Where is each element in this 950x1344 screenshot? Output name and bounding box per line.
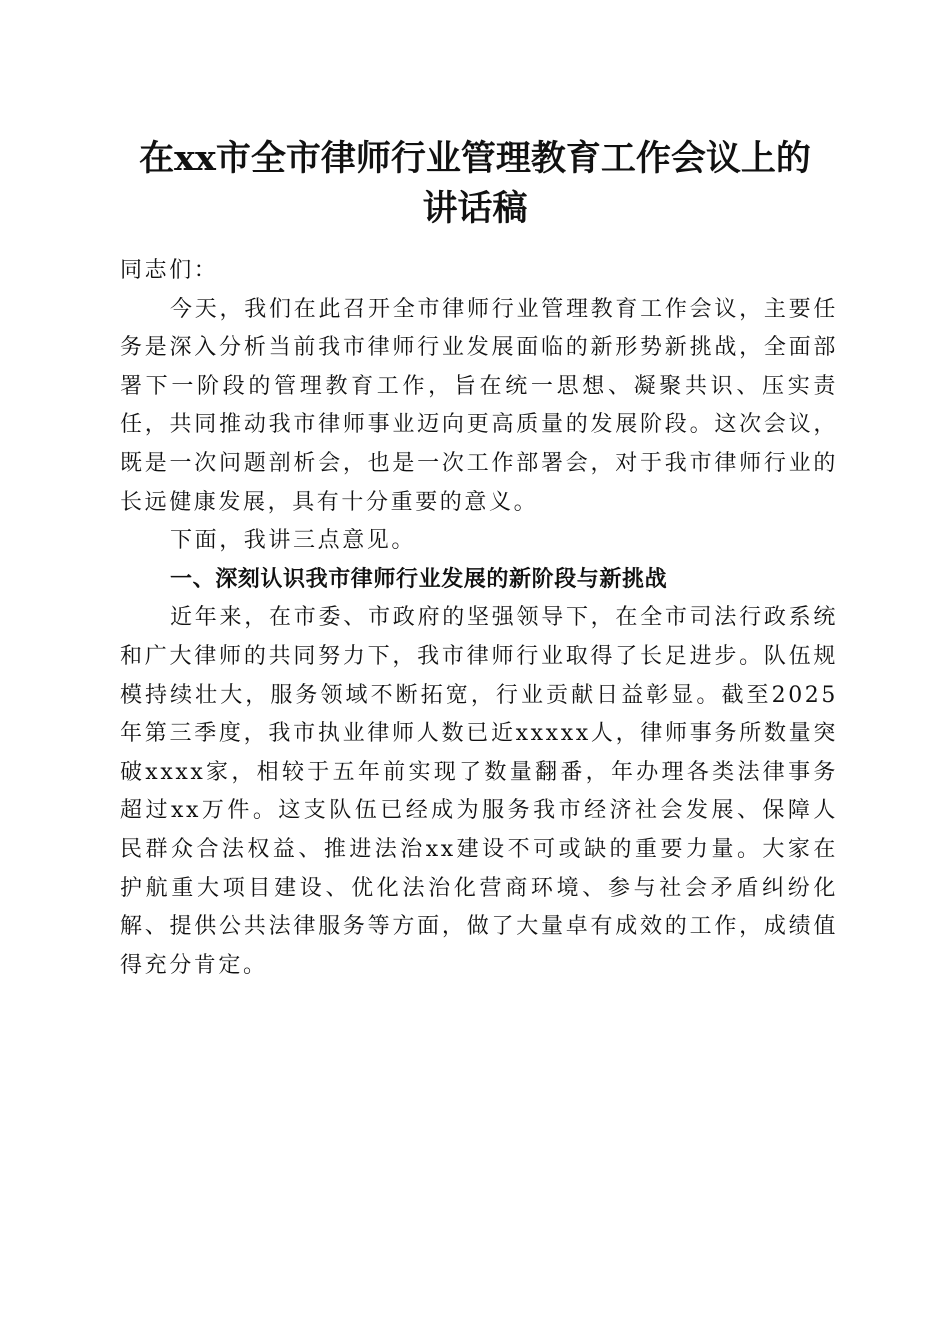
transition-paragraph: 下面，我讲三点意见。 — [170, 528, 417, 554]
document-body — [120, 252, 838, 985]
section-heading: 一、深刻认识我市律师行业发展的新阶段与新挑战 — [170, 566, 668, 592]
title-line-2: 讲话稿 — [422, 188, 528, 229]
opening-paragraph: 今天，我们在此召开全市律师行业管理教育工作会议，主要任务是深入分析当前我市律师行业发展面临的新形势新挑战，全面部署下一阶段的管理教育工作，旨在统一思想、凝聚共识、压实责任，共同推动我市律师事业迈向更高质量的发展阶段。这次会议，既是一次问题剖析会，也是一次工作部署会，对于我市律师行业的长远健康发展，具有十分重要的意义。 — [120, 296, 838, 515]
document-title — [110, 134, 840, 234]
title-line-1: 在xx市全市律师行业管理教育工作会议上的 — [139, 138, 811, 179]
salutation: 同志们： — [120, 258, 219, 283]
section-paragraph: 近年来，在市委、市政府的坚强领导下，在全市司法行政系统和广大律师的共同努力下，我市律师行业取得了长足进步。队伍规模持续壮大，服务领域不断拓宽，行业贡献日益彰显。截至2025年第三季度，我市执业律师人数已近xxxxx人，律师事务所数量突破xxxx家，相较于五年前实现了数量翻番，年办理各类法律事务超过xx万件。这支队伍已经成为服务我市经济社会发展、保障人民群众合法权益、推进法治xx建设不可或缺的重要力量。大家在护航重大项目建设、优化法治化营商环境、参与社会矛盾纠纷化解、提供公共法律服务等方面，做了大量卓有成效的工作，成绩值得充分肯定。 — [120, 605, 838, 978]
